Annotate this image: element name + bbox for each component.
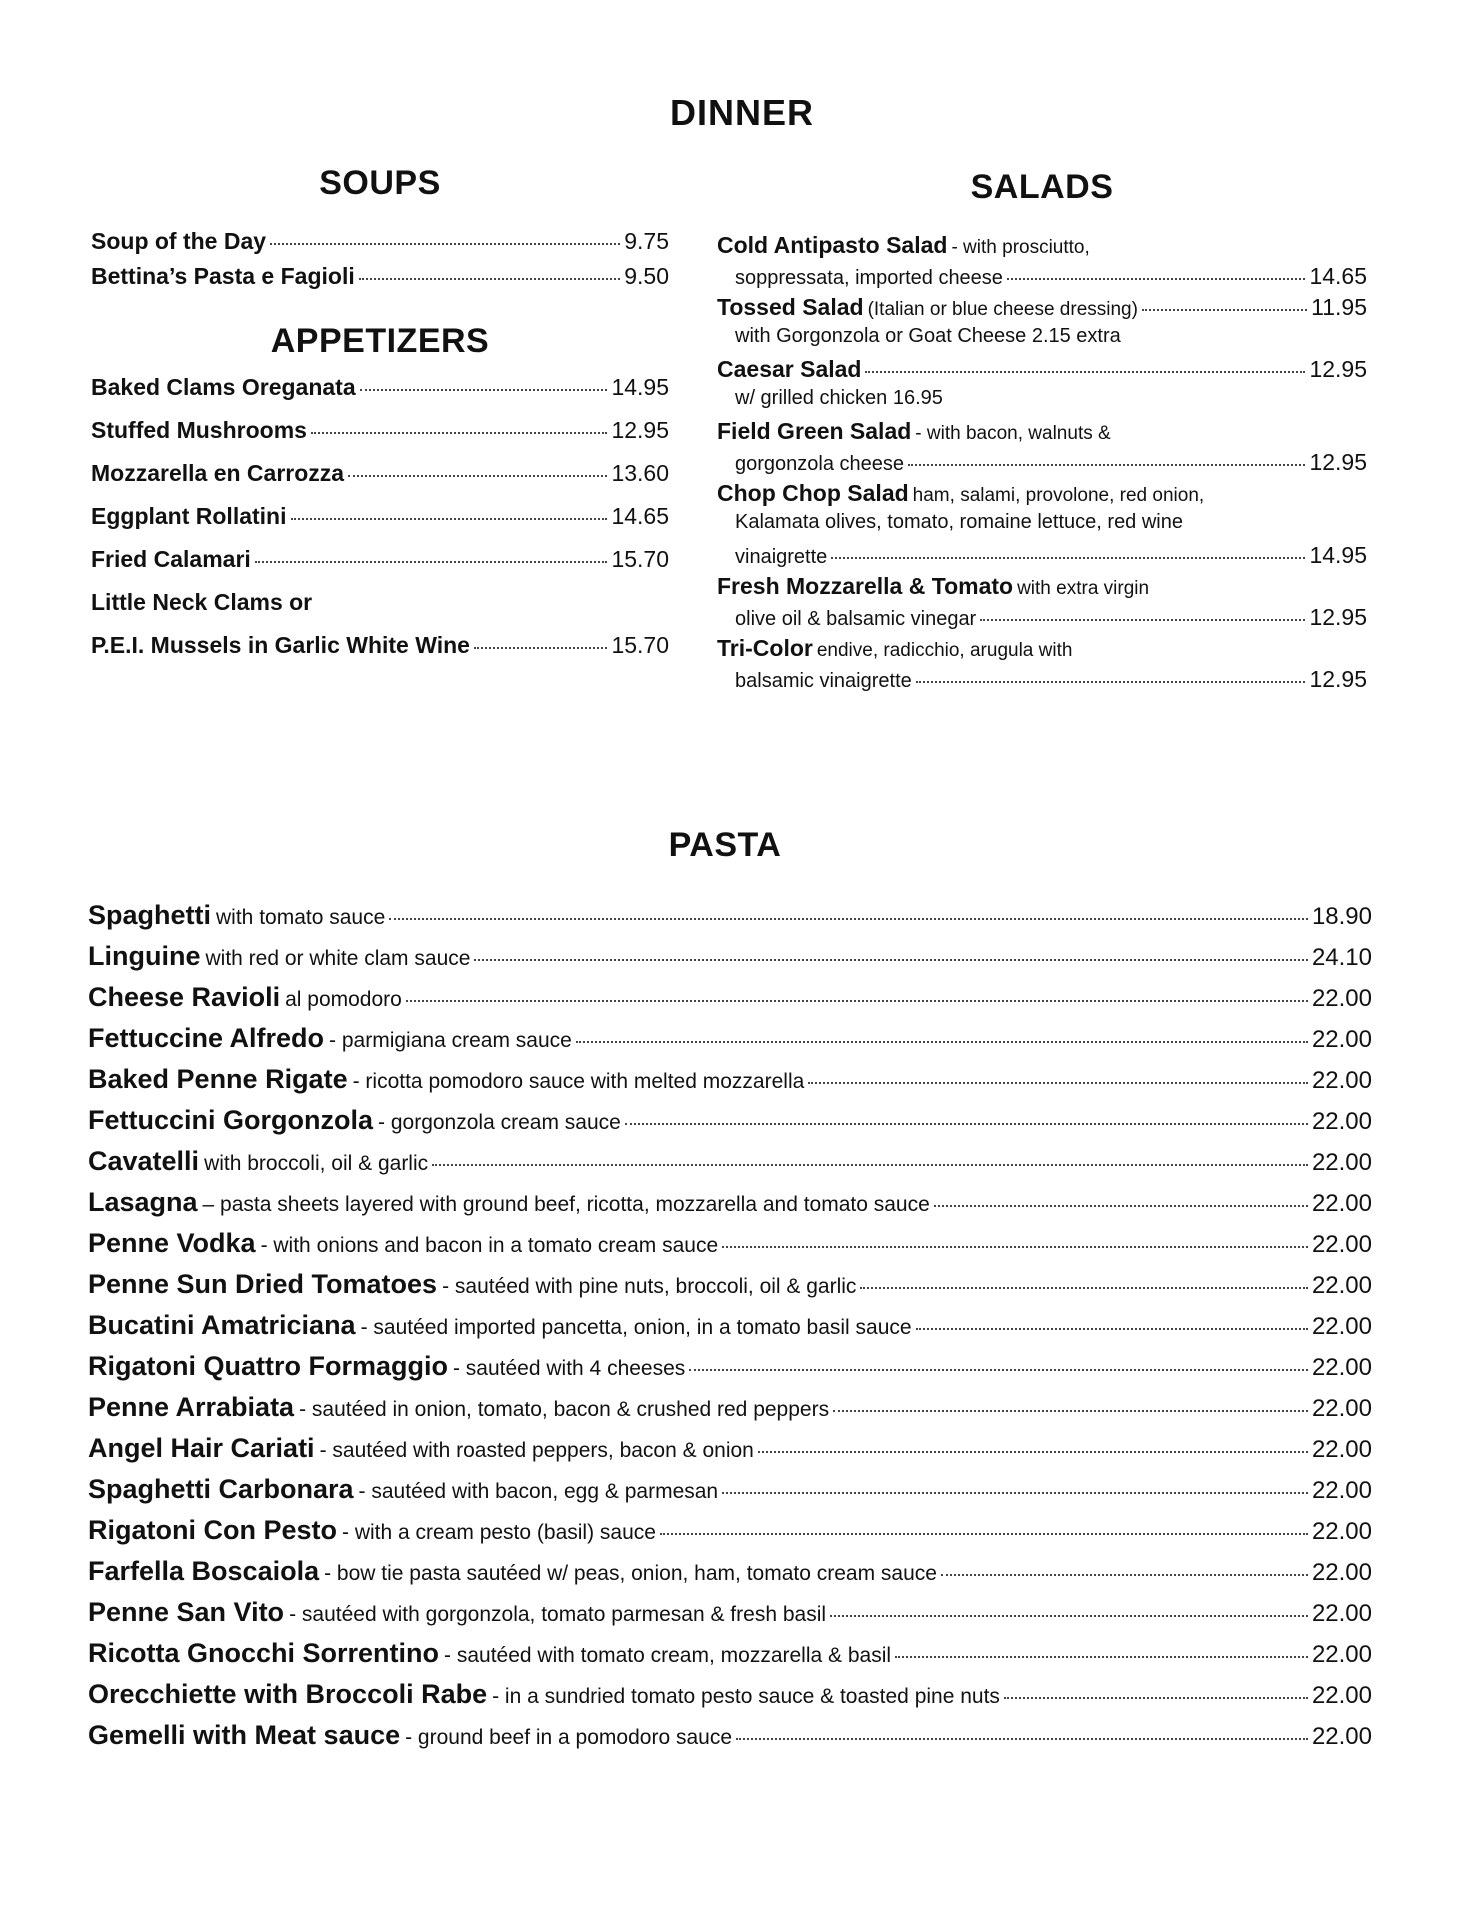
appetizers-title: APPETIZERS — [270, 322, 490, 360]
pasta-item — [88, 1146, 1372, 1187]
leader-dots — [359, 278, 621, 280]
item-desc: soppressata, imported cheese — [735, 267, 1003, 289]
item-name: Cavatelli — [88, 1146, 200, 1176]
item-price: 12.95 — [1309, 666, 1367, 692]
salad-line — [717, 573, 1367, 604]
item-name: Mozzarella en Carrozza — [91, 460, 345, 486]
item-desc: - in a sundried tomato pesto sauce & toasted pine nuts — [492, 1685, 1000, 1708]
leader-dots — [736, 1738, 1308, 1740]
item-price: 9.75 — [624, 228, 669, 254]
leader-dots — [660, 1533, 1308, 1535]
soups-list — [91, 228, 669, 298]
menu-item-line — [91, 589, 669, 632]
pasta-item — [88, 1720, 1372, 1761]
item-price: 9.50 — [624, 263, 669, 289]
item-desc: - sautéed with bacon, egg & parmesan — [358, 1480, 719, 1503]
pasta-item — [88, 1392, 1372, 1433]
menu-item — [91, 263, 669, 298]
item-name: P.E.I. Mussels in Garlic White Wine — [91, 632, 470, 658]
item-desc: - sautéed with roasted peppers, bacon & onion — [319, 1439, 754, 1462]
item-price: 22.00 — [1311, 1682, 1372, 1709]
pasta-title: PASTA — [668, 826, 782, 864]
leader-dots — [833, 1410, 1308, 1412]
item-price: 22.00 — [1311, 1354, 1372, 1381]
item-desc: - ground beef in a pomodoro sauce — [405, 1726, 732, 1749]
item-name: Penne Vodka — [88, 1228, 256, 1258]
pasta-item — [88, 1269, 1372, 1310]
menu-item — [91, 374, 669, 417]
item-price: 15.70 — [611, 632, 669, 658]
leader-dots — [432, 1164, 1308, 1166]
leader-dots — [389, 918, 1308, 920]
item-name: Cheese Ravioli — [88, 982, 281, 1012]
item-name: Soup of the Day — [91, 228, 267, 254]
soups-title: SOUPS — [319, 164, 441, 202]
leader-dots — [270, 243, 620, 245]
salads-list — [717, 232, 1367, 697]
item-name: Caesar Salad — [717, 356, 862, 382]
salad-line — [717, 232, 1367, 263]
item-price: 22.00 — [1311, 1231, 1372, 1258]
pasta-item — [88, 1228, 1372, 1269]
menu-item — [91, 503, 669, 546]
leader-dots — [758, 1451, 1308, 1453]
item-name: Bucatini Amatriciana — [88, 1310, 356, 1340]
item-name: Baked Penne Rigate — [88, 1064, 348, 1094]
appetizers-list — [91, 374, 669, 675]
item-desc: - with a cream pesto (basil) sauce — [342, 1521, 656, 1544]
item-name: Stuffed Mushrooms — [91, 417, 307, 443]
item-desc: (Italian or blue cheese dressing) — [867, 299, 1138, 320]
item-price: 22.00 — [1311, 1272, 1372, 1299]
leader-dots — [860, 1287, 1308, 1289]
item-desc: - sautéed with gorgonzola, tomato parmesan & fresh basil — [289, 1603, 827, 1626]
leader-dots — [406, 1000, 1308, 1002]
leader-dots — [830, 1615, 1308, 1617]
pasta-item — [88, 1515, 1372, 1556]
leader-dots — [1007, 278, 1306, 280]
item-name: Cold Antipasto Salad — [717, 232, 948, 258]
item-desc: - sautéed imported pancetta, onion, in a tomato basil sauce — [360, 1316, 912, 1339]
salad-item — [717, 356, 1367, 418]
salad-line: with Gorgonzola or Goat Cheese 2.15 extra — [735, 325, 1121, 347]
item-name: Field Green Salad — [717, 418, 912, 444]
leader-dots — [908, 464, 1305, 466]
salad-item — [717, 294, 1367, 356]
pasta-item — [88, 1310, 1372, 1351]
item-desc: - sautéed with 4 cheeses — [452, 1357, 686, 1380]
item-price: 22.00 — [1311, 1149, 1372, 1176]
item-desc: with extra virgin — [1017, 578, 1150, 599]
salad-item — [717, 573, 1367, 635]
item-price: 22.00 — [1311, 1067, 1372, 1094]
item-desc: with red or white clam sauce — [205, 947, 471, 970]
item-name: Tri-Color — [717, 635, 813, 661]
item-price: 14.65 — [1309, 263, 1367, 289]
item-name: Fried Calamari — [91, 546, 251, 572]
item-desc: endive, radicchio, arugula with — [816, 640, 1073, 661]
item-name: Baked Clams Oreganata — [91, 374, 356, 400]
salad-item — [717, 418, 1367, 480]
item-desc: al pomodoro — [285, 988, 402, 1011]
item-price: 12.95 — [611, 417, 669, 443]
pasta-item — [88, 1474, 1372, 1515]
item-name: Penne San Vito — [88, 1597, 285, 1627]
pasta-item — [88, 941, 1372, 982]
leader-dots — [360, 389, 608, 391]
item-desc: - with bacon, walnuts & — [915, 423, 1111, 444]
salad-price-row — [735, 542, 1367, 569]
item-name: Fettuccine Alfredo — [88, 1023, 325, 1053]
item-name: Tossed Salad — [717, 294, 864, 320]
salad-line — [717, 449, 1367, 480]
item-price: 22.00 — [1311, 1190, 1372, 1217]
salad-line: w/ grilled chicken 16.95 — [735, 387, 943, 409]
item-desc: vinaigrette — [735, 546, 828, 568]
item-desc: ham, salami, provolone, red onion, — [912, 485, 1205, 506]
leader-dots — [474, 647, 607, 649]
pasta-item — [88, 1023, 1372, 1064]
item-name: Rigatoni Con Pesto — [88, 1515, 337, 1545]
leader-dots — [934, 1205, 1308, 1207]
item-price: 22.00 — [1311, 1108, 1372, 1135]
item-desc: – pasta sheets layered with ground beef, ricotta, mozzarella and tomato sauce — [202, 1193, 930, 1216]
salad-price-row — [735, 604, 1367, 631]
salad-line — [717, 480, 1367, 511]
menu-item — [91, 546, 669, 589]
leader-dots — [576, 1041, 1308, 1043]
pasta-item — [88, 1351, 1372, 1392]
leader-dots — [808, 1082, 1308, 1084]
item-name: Rigatoni Quattro Formaggio — [88, 1351, 448, 1381]
item-name: Spaghetti — [88, 900, 212, 930]
item-price: 12.95 — [1309, 449, 1367, 475]
item-price: 12.95 — [1309, 604, 1367, 630]
pasta-item — [88, 900, 1372, 941]
item-desc: - sautéed with tomato cream, mozzarella & basil — [444, 1644, 892, 1667]
leader-dots — [831, 557, 1305, 559]
item-name: Orecchiette with Broccoli Rabe — [88, 1679, 488, 1709]
leader-dots — [1142, 309, 1307, 311]
item-price: 22.00 — [1311, 1641, 1372, 1668]
salad-line: Kalamata olives, tomato, romaine lettuce, red wine — [735, 511, 1183, 533]
leader-dots — [941, 1574, 1308, 1576]
leader-dots — [722, 1492, 1308, 1494]
salad-price-row — [735, 263, 1367, 290]
item-desc: - sautéed in onion, tomato, bacon & crushed red peppers — [299, 1398, 830, 1421]
pasta-list — [88, 900, 1372, 1761]
item-price: 22.00 — [1311, 1518, 1372, 1545]
leader-dots — [311, 432, 607, 434]
item-price: 22.00 — [1311, 1600, 1372, 1627]
leader-dots — [474, 959, 1308, 961]
item-name: Ricotta Gnocchi Sorrentino — [88, 1638, 440, 1668]
item-desc: - parmigiana cream sauce — [329, 1029, 572, 1052]
left-column — [91, 0, 669, 720]
leader-dots — [722, 1246, 1308, 1248]
salad-line — [717, 542, 1367, 573]
item-desc: with broccoli, oil & garlic — [204, 1152, 429, 1175]
leader-dots — [865, 371, 1305, 373]
item-price: 14.95 — [611, 374, 669, 400]
pasta-item — [88, 982, 1372, 1023]
item-desc: - sautéed with pine nuts, broccoli, oil & garlic — [442, 1275, 857, 1298]
item-price: 15.70 — [611, 546, 669, 572]
salad-item — [717, 480, 1367, 573]
salad-line — [717, 294, 1367, 325]
item-price: 22.00 — [1311, 1395, 1372, 1422]
item-price: 11.95 — [1311, 294, 1367, 320]
leader-dots — [255, 561, 608, 563]
item-price: 22.00 — [1311, 985, 1372, 1012]
item-desc: with tomato sauce — [216, 906, 386, 929]
salad-line — [717, 418, 1367, 449]
item-desc: balsamic vinaigrette — [735, 670, 912, 692]
item-name: Chop Chop Salad — [717, 480, 909, 506]
salad-price-row — [735, 449, 1367, 476]
item-desc: - gorgonzola cream sauce — [378, 1111, 621, 1134]
salad-line — [717, 666, 1367, 697]
right-column — [717, 0, 1367, 720]
item-desc: - bow tie pasta sautéed w/ peas, onion, ham, tomato cream sauce — [324, 1562, 937, 1585]
salad-price-row — [735, 666, 1367, 693]
item-name: Fettuccini Gorgonzola — [88, 1105, 374, 1135]
leader-dots — [895, 1656, 1308, 1658]
item-name: Bettina’s Pasta e Fagioli — [91, 263, 355, 289]
pasta-item — [88, 1597, 1372, 1638]
item-name: Penne Arrabiata — [88, 1392, 295, 1422]
leader-dots — [916, 681, 1306, 683]
salad-line — [717, 635, 1367, 666]
item-price: 22.00 — [1311, 1723, 1372, 1750]
pasta-item — [88, 1638, 1372, 1679]
item-name: Penne Sun Dried Tomatoes — [88, 1269, 438, 1299]
salad-item — [717, 635, 1367, 697]
item-price: 14.95 — [1309, 542, 1367, 568]
item-name: Gemelli with Meat sauce — [88, 1720, 401, 1750]
item-desc: - with prosciutto, — [951, 237, 1090, 258]
item-price: 22.00 — [1311, 1477, 1372, 1504]
item-price: 12.95 — [1309, 356, 1367, 382]
page-title: DINNER — [669, 92, 814, 133]
item-name: Eggplant Rollatini — [91, 503, 287, 529]
leader-dots — [348, 475, 607, 477]
menu-item — [91, 460, 669, 503]
menu-item — [91, 228, 669, 263]
item-price: 22.00 — [1311, 1436, 1372, 1463]
item-name: Little Neck Clams or — [91, 589, 313, 615]
item-price: 22.00 — [1311, 1559, 1372, 1586]
leader-dots — [291, 518, 608, 520]
pasta-item — [88, 1064, 1372, 1105]
leader-dots — [1004, 1697, 1308, 1699]
pasta-item — [88, 1187, 1372, 1228]
item-name: Linguine — [88, 941, 201, 971]
item-price: 18.90 — [1311, 903, 1372, 930]
item-name: Angel Hair Cariati — [88, 1433, 315, 1463]
menu-item — [91, 417, 669, 460]
item-name: Fresh Mozzarella & Tomato — [717, 573, 1014, 599]
salad-line — [717, 604, 1367, 635]
item-desc: gorgonzola cheese — [735, 453, 905, 475]
item-desc: - ricotta pomodoro sauce with melted mozzarella — [352, 1070, 805, 1093]
item-desc: - with onions and bacon in a tomato cream sauce — [260, 1234, 719, 1257]
item-price: 13.60 — [611, 460, 669, 486]
salad-line — [717, 356, 1367, 387]
salad-item — [717, 232, 1367, 294]
item-desc: olive oil & balsamic vinegar — [735, 608, 977, 630]
salad-line — [717, 263, 1367, 294]
item-price: 22.00 — [1311, 1313, 1372, 1340]
item-name: Spaghetti Carbonara — [88, 1474, 354, 1504]
item-name: Lasagna — [88, 1187, 198, 1217]
pasta-item — [88, 1679, 1372, 1720]
leader-dots — [980, 619, 1305, 621]
menu-item — [91, 632, 669, 675]
pasta-item — [88, 1105, 1372, 1146]
item-price: 22.00 — [1311, 1026, 1372, 1053]
item-name: Farfella Boscaiola — [88, 1556, 320, 1586]
salads-title: SALADS — [970, 168, 1114, 206]
leader-dots — [625, 1123, 1308, 1125]
pasta-item — [88, 1556, 1372, 1597]
item-price: 14.65 — [611, 503, 669, 529]
leader-dots — [689, 1369, 1308, 1371]
leader-dots — [916, 1328, 1308, 1330]
item-price: 24.10 — [1311, 944, 1372, 971]
pasta-item — [88, 1433, 1372, 1474]
